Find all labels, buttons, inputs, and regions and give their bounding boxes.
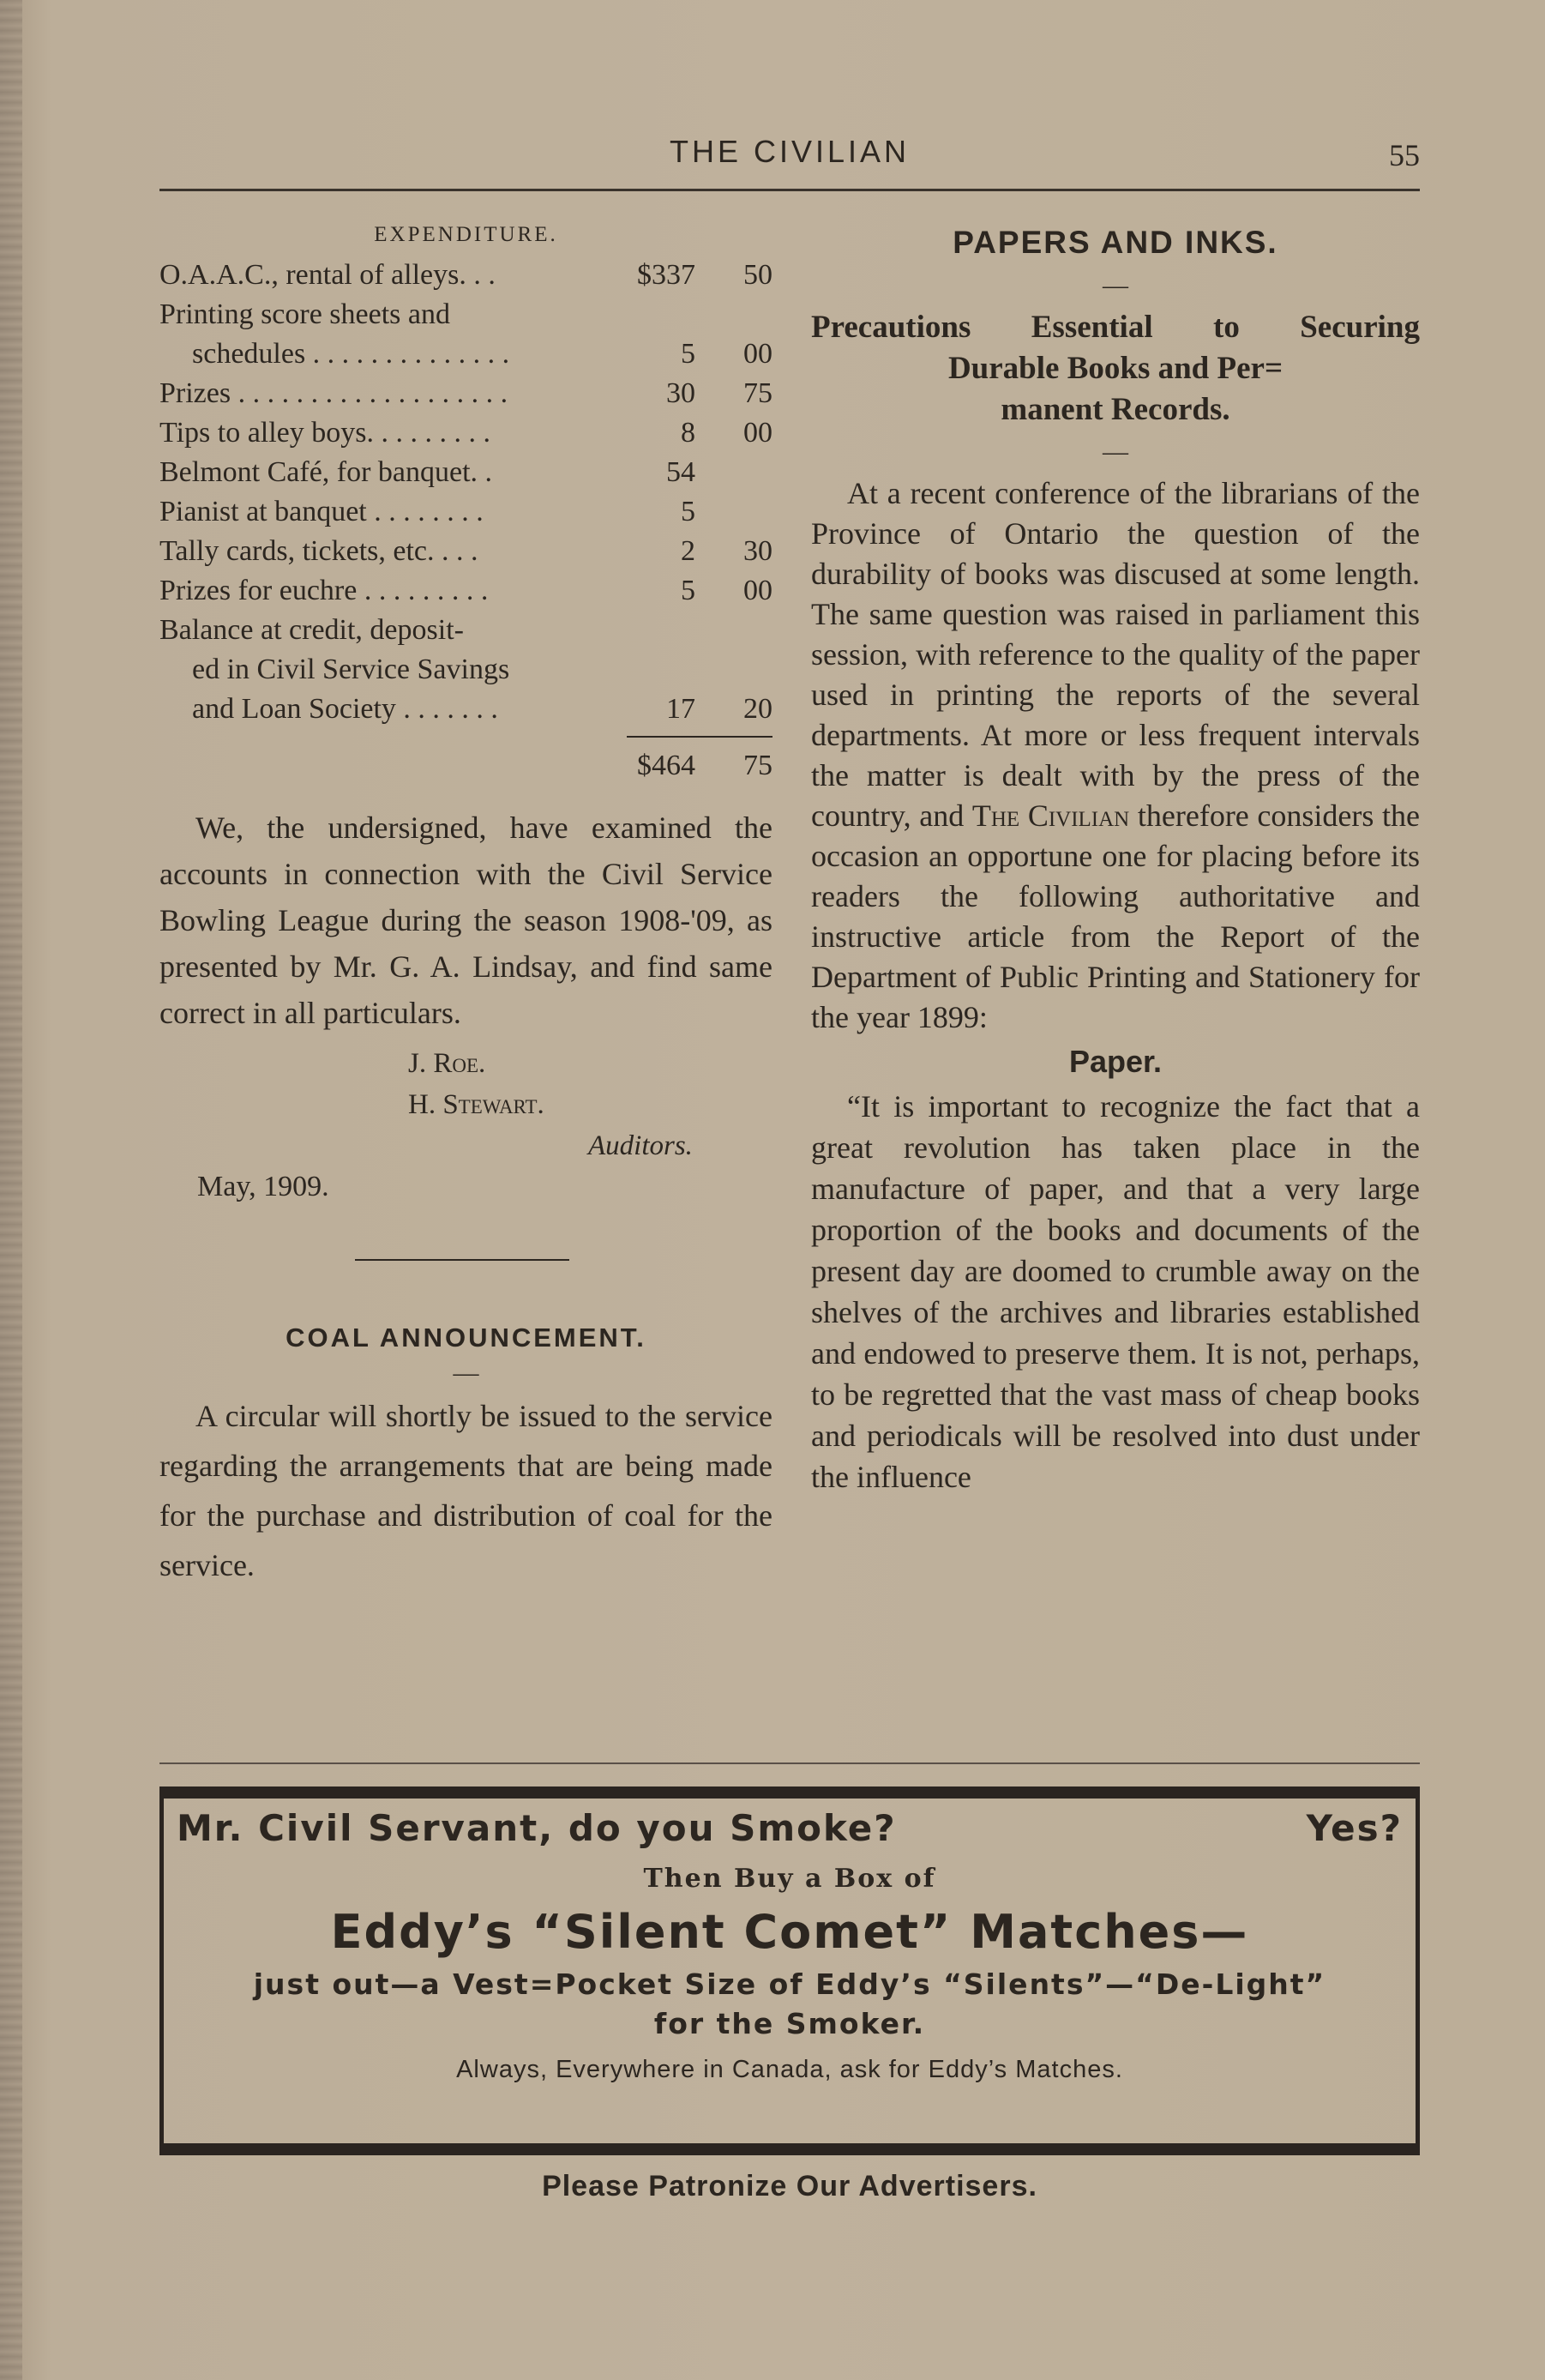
header-rule <box>159 189 1420 191</box>
paper-body: “It is important to recognize the fact that a great revolution has taken place in the manufacture of paper, and that a very large proportion of the books and documents of the present day are doomed to crumble away on the shelves of the archives and libraries established and endowed to preserve them. It is not, perhaps, to be regretted that the vast mass of cheap books and periodicals will be resolved into dust under the influence <box>811 1089 1420 1494</box>
ad-smoker-line: for the Smoker. <box>653 2007 926 2040</box>
expenditure-item-cents: 20 <box>743 693 772 725</box>
papers-dash-1: — <box>1103 271 1128 299</box>
expenditure-row <box>159 374 772 413</box>
expenditure-item-label: Tally cards, tickets, etc. . . . <box>159 535 478 567</box>
expenditure-row <box>159 532 772 571</box>
expenditure-item-label: Pianist at banquet . . . . . . . . <box>159 496 484 527</box>
eddy-matches-advertisement <box>159 1787 1420 2155</box>
expenditure-row <box>159 453 772 492</box>
ad-answer: Yes? <box>1306 1807 1403 1849</box>
page-header <box>159 129 1420 180</box>
ad-headline <box>177 1807 1403 1859</box>
ad-content <box>177 1807 1403 2095</box>
expenditure-row <box>159 650 772 690</box>
columns-bottom-rule <box>159 1762 1420 1764</box>
expenditure-item-dollars: 17 <box>666 693 695 725</box>
papers-subheading-line-1: Precautions Essential to Securing <box>811 310 1420 345</box>
papers-body <box>811 473 1420 1038</box>
expenditure-row <box>159 295 772 334</box>
expenditure-item-dollars: 2 <box>681 535 695 567</box>
expenditure-row <box>159 571 772 611</box>
ad-border-left <box>159 1787 164 2155</box>
expenditure-item-label: Printing score sheets and <box>159 298 450 330</box>
expenditure-item-label: O.A.A.C., rental of alleys. . . <box>159 259 496 291</box>
expenditure-row <box>159 492 772 532</box>
auditor-signature-stewart: H. Stewart. <box>408 1089 544 1120</box>
page-number: 55 <box>1389 138 1420 172</box>
expenditure-row <box>159 334 772 374</box>
ad-vest-pocket-line: just out—a Vest=Pocket Size of Eddy’s “Silents”—“De-Light” <box>253 1967 1326 2001</box>
ad-border-right <box>1416 1787 1420 2155</box>
expenditure-item-dollars: 5 <box>681 575 695 606</box>
coal-body: A circular will shortly be issued to the service regarding the arrangements that are being made for the purchase and distribution of coal for the service. <box>159 1399 772 1582</box>
expenditure-item-cents: 00 <box>743 417 772 449</box>
expenditure-table <box>159 256 772 729</box>
auditors-date: May, 1909. <box>197 1171 329 1202</box>
papers-body-journal-name: The Civilian <box>971 798 1130 833</box>
papers-heading: PAPERS AND INKS. <box>953 225 1278 260</box>
expenditure-item-dollars: 5 <box>681 338 695 370</box>
total-rule <box>159 729 772 746</box>
papers-body-part-2: therefore considers the occasion an opportune one for placing before its readers the following authoritative and instructive article from the Report of the Department of Public Printing and Stationery for the year 1899: <box>811 798 1420 1034</box>
papers-body-part-1: At a recent conference of the librarians of the Province of Ontario the question of the durability of books was discused at some length. The same question was raised in parliament this session, with reference to the quality of the paper used in printing the reports of the several departments. At more or less frequent intervals the matter is dealt with by the press of the country, and <box>811 476 1420 833</box>
papers-dash-2: — <box>1103 437 1128 466</box>
ad-question: Mr. Civil Servant, do you Smoke? <box>177 1807 897 1849</box>
expenditure-item-cents: 75 <box>743 377 772 409</box>
papers-subheading-line-2: Durable Books and Per= <box>947 351 1283 386</box>
expenditure-item-label: Tips to alley boys. . . . . . . . . <box>159 417 491 449</box>
expenditure-item-label: Belmont Café, for banquet. . <box>159 456 493 488</box>
expenditure-item-dollars: $337 <box>637 259 695 291</box>
expenditure-row <box>159 611 772 650</box>
section-divider <box>355 1259 569 1261</box>
papers-subheading-line-3: manent Records. <box>1001 392 1230 427</box>
expenditure-item-label: ed in Civil Service Savings <box>192 654 510 685</box>
expenditure-row <box>159 690 772 729</box>
left-column <box>159 214 772 1590</box>
expenditure-item-dollars: 30 <box>666 377 695 409</box>
ad-product-name: Eddy’s “Silent Comet” Matches— <box>330 1905 1249 1959</box>
auditors-statement: We, the undersigned, have examined the accounts in connection with the Civil Service Bowling League during the season 1908-'09, as presented by Mr. G. A. Lindsay, and find same correct in all particulars. <box>159 810 772 1030</box>
expenditure-item-label: Prizes . . . . . . . . . . . . . . . . . . . <box>159 377 508 409</box>
expenditure-total-row <box>159 746 772 786</box>
expenditure-item-cents: 00 <box>743 575 772 606</box>
paper-subheading: Paper. <box>1068 1044 1163 1079</box>
expenditure-item-dollars: 54 <box>666 456 695 488</box>
coal-dash: — <box>453 1359 479 1387</box>
expenditure-item-dollars: 5 <box>681 496 695 527</box>
running-title: THE CIVILIAN <box>669 134 911 169</box>
ad-tagline: Always, Everywhere in Canada, ask for Eddy’s Matches. <box>456 2056 1123 2083</box>
expenditure-item-cents: 00 <box>743 338 772 370</box>
expenditure-item-label: and Loan Society . . . . . . . <box>192 693 498 725</box>
ad-border-top <box>159 1787 1420 1799</box>
expenditure-item-label: schedules . . . . . . . . . . . . . . <box>192 338 510 370</box>
expenditure-row <box>159 256 772 295</box>
total-dollars: $464 <box>637 750 695 781</box>
ad-buy-line: Then Buy a Box of <box>643 1864 936 1894</box>
auditor-signature-roe: J. Roe. <box>408 1048 486 1079</box>
page-spine-edge <box>0 0 22 2380</box>
ad-border-bottom <box>159 2143 1420 2155</box>
expenditure-heading: EXPENDITURE. <box>374 223 558 246</box>
expenditure-item-label: Prizes for euchre . . . . . . . . . <box>159 575 489 606</box>
right-column <box>811 214 1420 1497</box>
expenditure-item-label: Balance at credit, deposit- <box>159 614 464 646</box>
expenditure-item-cents: 50 <box>743 259 772 291</box>
expenditure-row <box>159 413 772 453</box>
coal-heading: COAL ANNOUNCEMENT. <box>286 1323 646 1353</box>
footer-note: Please Patronize Our Advertisers. <box>542 2170 1037 2202</box>
expenditure-item-dollars: 8 <box>681 417 695 449</box>
auditors-role: Auditors. <box>588 1130 693 1161</box>
expenditure-item-cents: 30 <box>743 535 772 567</box>
total-cents: 75 <box>743 750 772 781</box>
